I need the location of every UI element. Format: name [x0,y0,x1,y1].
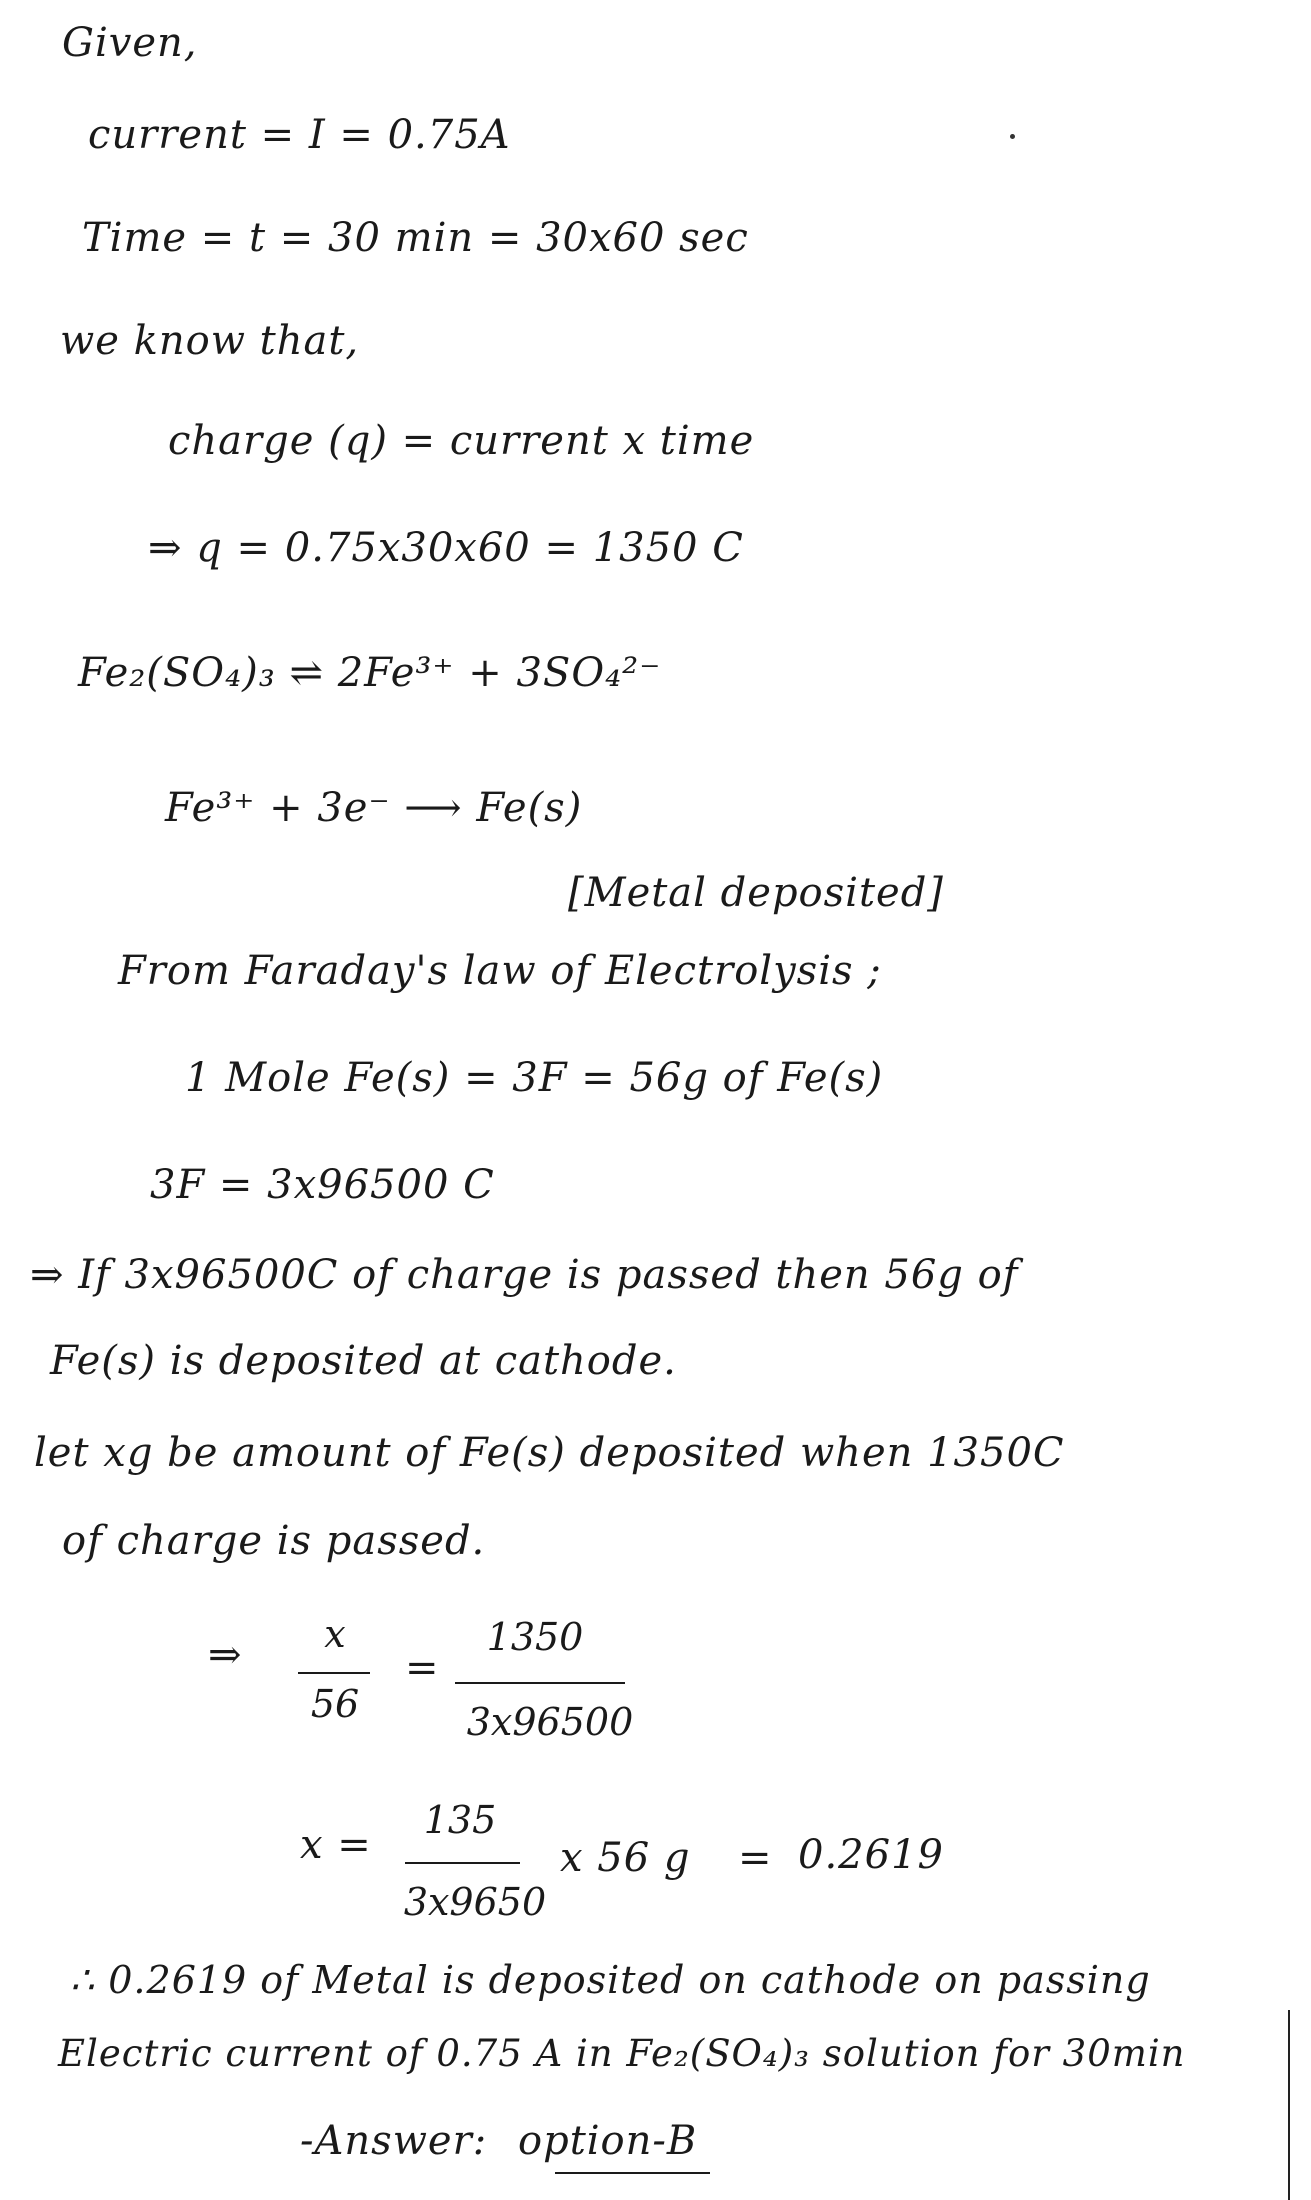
lhs-fraction-bar [298,1672,370,1674]
current-line: current = I = 0.75A [88,112,511,158]
answer-value: option-B [518,2118,698,2164]
faraday-law-line: From Faraday's law of Electrolysis ; [118,948,882,994]
conclusion-line-1: ∴ 0.2619 of Metal is deposited on cathode on passing [70,1958,1151,2002]
lhs-denominator: 56 [310,1682,360,1726]
we-know-that-line: we know that, [60,318,360,364]
result-value: 0.2619 [798,1832,944,1878]
x-equals: x = [300,1822,372,1868]
multiply-56g: x 56 g [560,1835,691,1881]
let-x-line: let xg be amount of Fe(s) deposited when 1350C [34,1430,1065,1476]
deposited-cathode-line: Fe(s) is deposited at cathode. [50,1338,677,1384]
rhs-numerator: 1350 [486,1615,584,1659]
rhs-fraction-bar [455,1682,625,1684]
answer-underline [555,2172,710,2174]
charge-passed-continue: of charge is passed. [62,1518,486,1564]
conclusion-line-2: Electric current of 0.75 A in Fe₂(SO₄)₃ solution for 30min [58,2032,1186,2075]
page-edge-line [1288,2010,1290,2200]
time-line: Time = t = 30 min = 30x60 sec [82,215,749,261]
metal-deposited-note: [Metal deposited] [568,870,944,916]
faraday-value-line: 3F = 3x96500 C [150,1162,495,1208]
rhs-denominator: 3x96500 [466,1700,634,1744]
mole-relation-line: 1 Mole Fe(s) = 3F = 56g of Fe(s) [185,1055,884,1101]
dissociation-equation: Fe₂(SO₄)₃ ⇌ 2Fe³⁺ + 3SO₄²⁻ [78,650,662,696]
implies-arrow: ⇒ [208,1632,243,1678]
result-equals: = [738,1835,773,1881]
charge-passed-line: ⇒ If 3x96500C of charge is passed then 56g of [30,1252,1019,1298]
x-fraction-bar [405,1862,520,1864]
charge-formula-line: charge (q) = current x time [168,418,755,464]
stray-dot [1010,134,1015,139]
equals-sign: = [405,1645,440,1691]
x-numerator: 135 [423,1798,497,1842]
charge-calc-line: ⇒ q = 0.75x30x60 = 1350 C [148,525,744,571]
x-denominator: 3x9650 [403,1880,547,1924]
heading-given: Given, [62,20,198,66]
lhs-numerator: x [324,1612,346,1656]
reduction-equation: Fe³⁺ + 3e⁻ ⟶ Fe(s) [165,785,583,831]
answer-label: -Answer: [300,2118,488,2164]
